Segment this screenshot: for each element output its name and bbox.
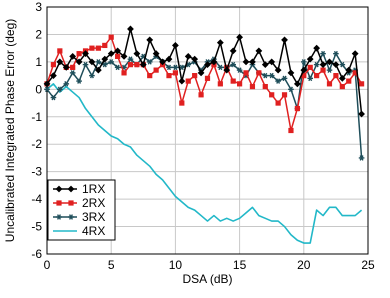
series-1rx bbox=[44, 26, 365, 118]
data-point bbox=[218, 81, 223, 86]
data-point bbox=[276, 100, 281, 105]
data-point bbox=[96, 46, 101, 51]
data-point bbox=[263, 84, 268, 89]
x-tick-label: 15 bbox=[232, 258, 247, 272]
data-point bbox=[237, 81, 242, 86]
data-point bbox=[295, 106, 300, 111]
x-tick-label: 5 bbox=[107, 258, 115, 272]
data-point bbox=[127, 26, 134, 33]
legend-label: 1RX bbox=[82, 182, 106, 196]
data-point bbox=[154, 68, 159, 73]
data-point bbox=[282, 76, 288, 81]
data-point bbox=[89, 46, 94, 51]
y-tick-labels bbox=[31, 0, 42, 261]
data-point bbox=[282, 92, 287, 97]
data-point bbox=[256, 70, 261, 75]
data-point bbox=[269, 92, 274, 97]
data-point bbox=[115, 54, 120, 59]
legend-label: 2RX bbox=[82, 196, 106, 210]
data-point bbox=[133, 50, 140, 57]
legend-label: 3RX bbox=[82, 210, 106, 224]
data-point bbox=[179, 100, 184, 105]
y-tick-label: -2 bbox=[31, 137, 42, 152]
data-point bbox=[173, 70, 178, 75]
data-point bbox=[308, 65, 313, 70]
data-point bbox=[320, 68, 325, 73]
y-tick-label: -1 bbox=[31, 109, 42, 124]
data-point bbox=[262, 73, 268, 78]
data-point bbox=[198, 92, 203, 97]
y-tick-label: 0 bbox=[35, 82, 42, 97]
x-tick-labels bbox=[44, 258, 375, 272]
data-point bbox=[192, 73, 197, 78]
data-point bbox=[340, 84, 345, 89]
legend-marker bbox=[56, 200, 61, 205]
x-tick-label: 0 bbox=[43, 258, 51, 272]
data-point bbox=[327, 81, 332, 86]
data-point bbox=[128, 62, 133, 67]
y-tick-label: -6 bbox=[31, 247, 42, 261]
data-point bbox=[102, 43, 107, 48]
y-axis-label: Uncalibrated Integrated Phase Error (deg) bbox=[3, 18, 17, 243]
data-point bbox=[121, 70, 126, 75]
data-point bbox=[250, 84, 255, 89]
data-point bbox=[359, 81, 364, 86]
y-tick-label: 3 bbox=[35, 0, 42, 14]
legend-label: 4RX bbox=[82, 224, 106, 238]
y-tick-label: -4 bbox=[31, 192, 42, 207]
data-point bbox=[186, 79, 191, 84]
x-axis-label: DSA (dB) bbox=[182, 272, 233, 286]
data-point bbox=[243, 70, 248, 75]
data-point bbox=[77, 51, 82, 56]
x-tick-label: 25 bbox=[361, 258, 375, 272]
data-point bbox=[178, 78, 185, 85]
legend bbox=[48, 180, 115, 240]
x-tick-label: 10 bbox=[168, 258, 183, 272]
y-tick-label: 2 bbox=[35, 27, 42, 42]
data-point bbox=[146, 37, 153, 44]
data-point bbox=[57, 48, 62, 53]
y-tick-label: 1 bbox=[35, 54, 42, 69]
data-point bbox=[255, 48, 262, 55]
data-point bbox=[51, 62, 56, 67]
data-point bbox=[134, 62, 139, 67]
data-point bbox=[333, 73, 338, 78]
data-point bbox=[243, 58, 250, 65]
data-point bbox=[205, 76, 210, 81]
data-point bbox=[352, 50, 359, 57]
data-point bbox=[185, 53, 192, 60]
data-point bbox=[230, 48, 237, 55]
data-point bbox=[288, 128, 293, 133]
data-point bbox=[109, 35, 114, 40]
y-tick-label: -5 bbox=[31, 219, 42, 234]
data-point bbox=[166, 73, 171, 78]
data-point bbox=[346, 79, 351, 84]
data-point bbox=[217, 39, 224, 46]
data-point bbox=[281, 37, 288, 44]
data-point bbox=[314, 73, 319, 78]
legend-marker bbox=[68, 200, 73, 205]
y-tick-label: -3 bbox=[31, 164, 42, 179]
data-point bbox=[172, 42, 179, 49]
data-point bbox=[147, 73, 152, 78]
data-point bbox=[70, 65, 75, 70]
data-point bbox=[288, 69, 295, 76]
data-point bbox=[313, 45, 320, 52]
x-tick-label: 20 bbox=[297, 258, 311, 272]
data-point bbox=[231, 79, 236, 84]
